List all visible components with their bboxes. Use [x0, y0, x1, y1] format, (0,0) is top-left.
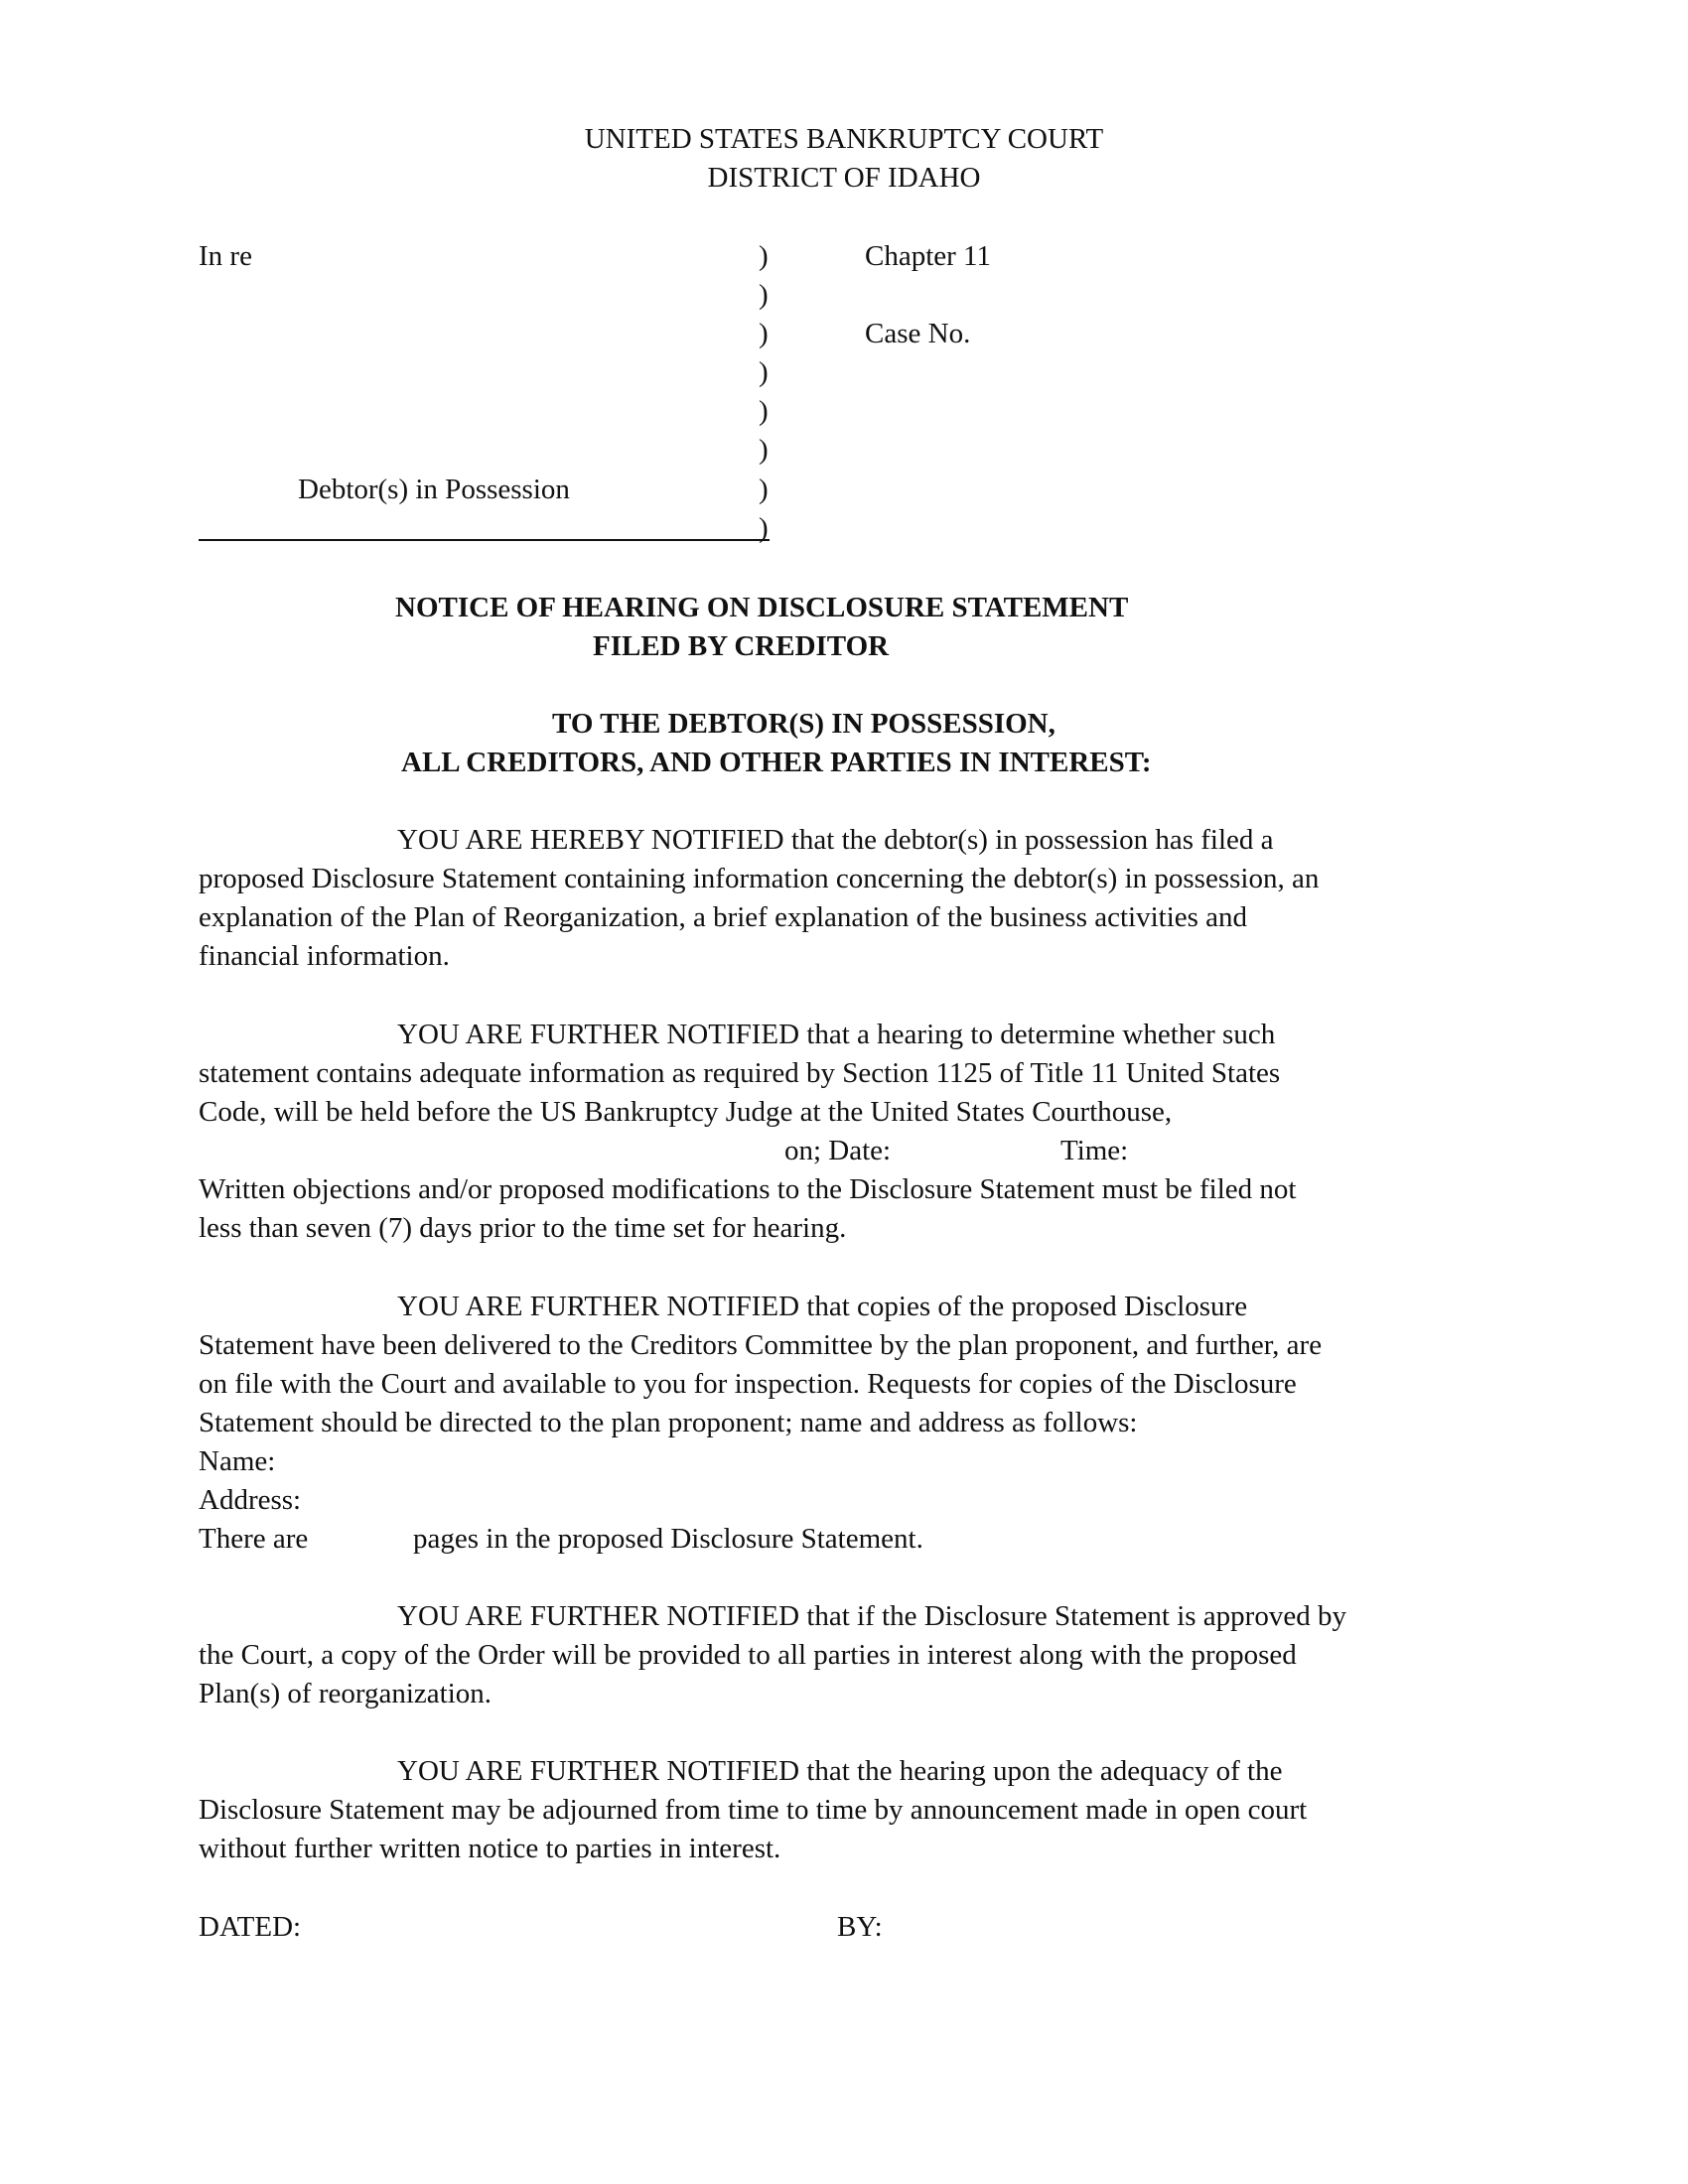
paragraph-copies	[199, 1288, 1499, 1442]
caption-paren: )	[759, 240, 769, 272]
caption-paren: )	[759, 512, 769, 544]
by-label: BY:	[837, 1911, 883, 1943]
paragraph-line: Code, will be held before the US Bankruptcy Judge at the United States Courthouse,	[199, 1096, 1173, 1128]
paragraph-line: YOU ARE FURTHER NOTIFIED that if the Disclosure Statement is approved by	[397, 1600, 1346, 1632]
case-number-label: Case No.	[865, 318, 971, 349]
in-re-label: In re	[199, 240, 252, 272]
caption-paren: )	[759, 395, 769, 427]
caption-paren: )	[759, 279, 769, 311]
caption-paren: )	[759, 318, 769, 349]
paragraph-line: on file with the Court and available to you for inspection. Requests for copies of the Disclosure	[199, 1368, 1297, 1400]
paragraph-order-provided	[199, 1597, 1499, 1713]
dated-label: DATED:	[199, 1911, 302, 1943]
paragraph-line: YOU ARE FURTHER NOTIFIED that a hearing to determine whether such	[397, 1019, 1276, 1050]
paragraph-line: YOU ARE FURTHER NOTIFIED that the hearing upon the adequacy of the	[397, 1755, 1283, 1787]
paragraph-line: less than seven (7) days prior to the time set for hearing.	[199, 1212, 847, 1244]
paragraph-line: YOU ARE HEREBY NOTIFIED that the debtor(s) in possession has filed a	[397, 824, 1274, 856]
paragraph-line: without further written notice to parties in interest.	[199, 1833, 781, 1864]
caption-paren: )	[759, 434, 769, 466]
paragraph-objections	[199, 1170, 1499, 1248]
paragraph-line: Statement should be directed to the plan proponent; name and address as follows:	[199, 1407, 1138, 1438]
paragraph-line: YOU ARE FURTHER NOTIFIED that copies of the proposed Disclosure	[397, 1291, 1248, 1322]
paragraph-line: explanation of the Plan of Reorganization, a brief explanation of the business activities and	[199, 901, 1248, 933]
page-count-suffix: pages in the proposed Disclosure Statement.	[413, 1523, 923, 1555]
chapter-label: Chapter 11	[865, 240, 991, 272]
paragraph-line: the Court, a copy of the Order will be provided to all parties in interest along with the proposed	[199, 1639, 1297, 1671]
paragraph-line: proposed Disclosure Statement containing information concerning the debtor(s) in possession, an	[199, 863, 1320, 894]
addressee-line1: TO THE DEBTOR(S) IN POSSESSION,	[552, 708, 1055, 740]
proponent-address-label: Address:	[199, 1484, 302, 1516]
paragraph-adjourned	[199, 1752, 1499, 1868]
caption-paren: )	[759, 356, 769, 388]
notice-title-line2: FILED BY CREDITOR	[593, 630, 890, 662]
hearing-time-label: Time:	[1060, 1135, 1129, 1166]
hearing-date-label: on; Date:	[784, 1135, 892, 1166]
proponent-name-label: Name:	[199, 1445, 276, 1477]
notice-title-line1: NOTICE OF HEARING ON DISCLOSURE STATEMENT	[395, 592, 1129, 623]
caption-paren: )	[759, 474, 769, 505]
paragraph-notified-filed	[199, 821, 1499, 976]
paragraph-line: Disclosure Statement may be adjourned from time to time by announcement made in open court	[199, 1794, 1308, 1826]
page-count-prefix: There are	[199, 1523, 309, 1555]
paragraph-line: Written objections and/or proposed modifications to the Disclosure Statement must be filed not	[199, 1173, 1297, 1205]
debtor-label: Debtor(s) in Possession	[298, 474, 570, 505]
paragraph-hearing	[199, 1016, 1499, 1132]
caption-rule	[199, 539, 770, 541]
paragraph-line: statement contains adequate information as required by Section 1125 of Title 11 United States	[199, 1057, 1281, 1089]
addressee-line2: ALL CREDITORS, AND OTHER PARTIES IN INTEREST:	[401, 747, 1152, 778]
district-name: DISTRICT OF IDAHO	[707, 162, 981, 194]
paragraph-line: financial information.	[199, 940, 450, 972]
paragraph-line: Plan(s) of reorganization.	[199, 1678, 492, 1709]
paragraph-line: Statement have been delivered to the Creditors Committee by the plan proponent, and further, are	[199, 1329, 1323, 1361]
court-name: UNITED STATES BANKRUPTCY COURT	[584, 123, 1104, 155]
